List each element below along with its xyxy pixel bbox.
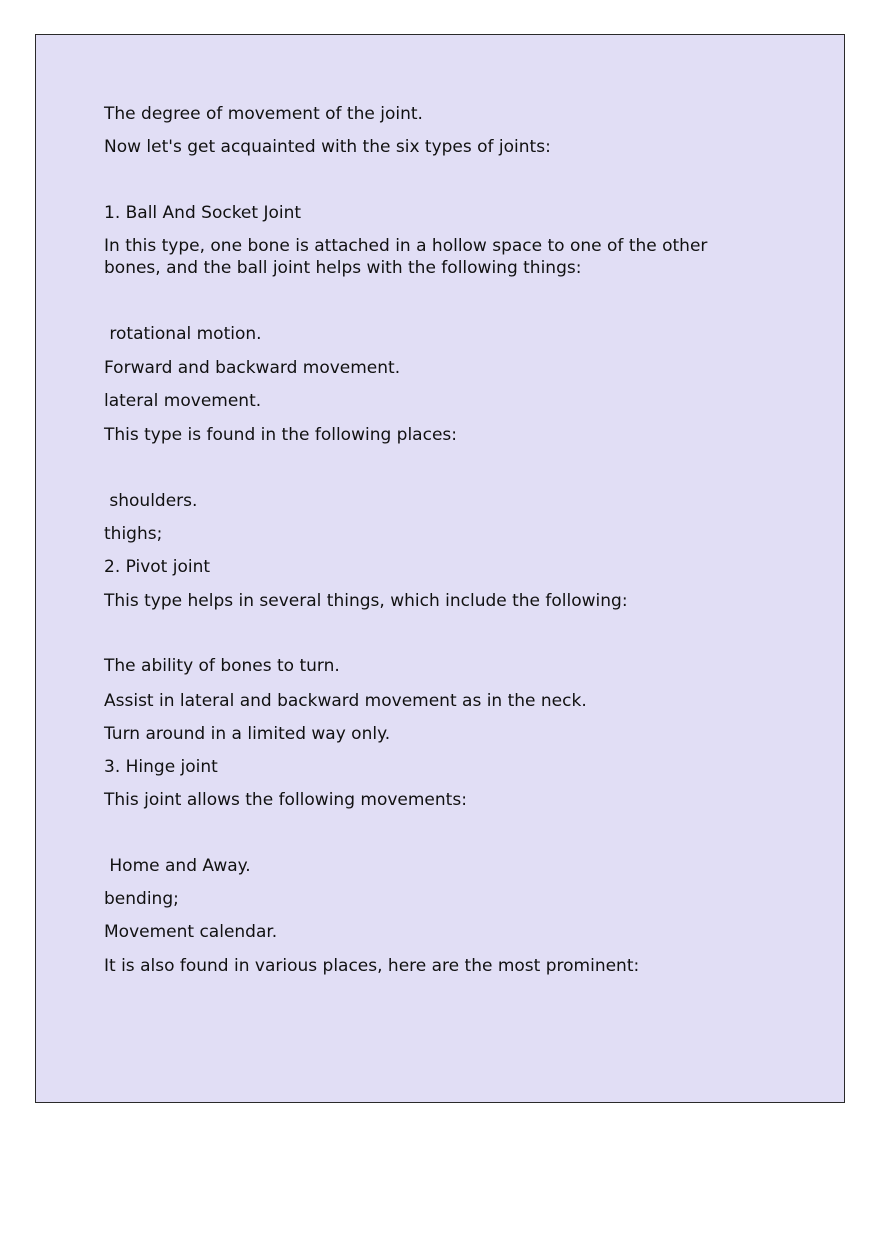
paragraph-ball-and-socket: In this type, one bone is attached in a hollow space to one of the other bones, and the ball joint helps with the following things:: [104, 236, 708, 278]
list-item-forward-backward: Forward and backward movement.: [104, 358, 401, 378]
paragraph-prominent-places: It is also found in various places, here are the most prominent:: [104, 956, 640, 976]
list-item-movement-calendar: Movement calendar.: [104, 922, 278, 942]
list-item-rotational: rotational motion.: [104, 324, 262, 344]
intro-line-six-types: Now let's get acquainted with the six types of joints:: [104, 137, 551, 157]
list-item-bones-turn: The ability of bones to turn.: [104, 656, 340, 676]
list-item-home-away: Home and Away.: [104, 856, 251, 876]
intro-line-degree: The degree of movement of the joint.: [104, 104, 423, 124]
paragraph-hinge: This joint allows the following movements:: [104, 790, 467, 810]
list-item-neck-movement: Assist in lateral and backward movement as in the neck.: [104, 691, 587, 711]
list-item-thighs: thighs;: [104, 524, 163, 544]
paragraph-places: This type is found in the following places:: [104, 425, 457, 445]
list-item-shoulders: shoulders.: [104, 491, 198, 511]
list-item-lateral: lateral movement.: [104, 391, 262, 411]
paragraph-pivot: This type helps in several things, which include the following:: [104, 591, 628, 611]
list-item-limited-turn: Turn around in a limited way only.: [104, 724, 391, 744]
heading-ball-and-socket: 1. Ball And Socket Joint: [104, 203, 302, 223]
list-item-bending: bending;: [104, 889, 179, 909]
heading-hinge-joint: 3. Hinge joint: [104, 757, 218, 777]
heading-pivot-joint: 2. Pivot joint: [104, 557, 211, 577]
